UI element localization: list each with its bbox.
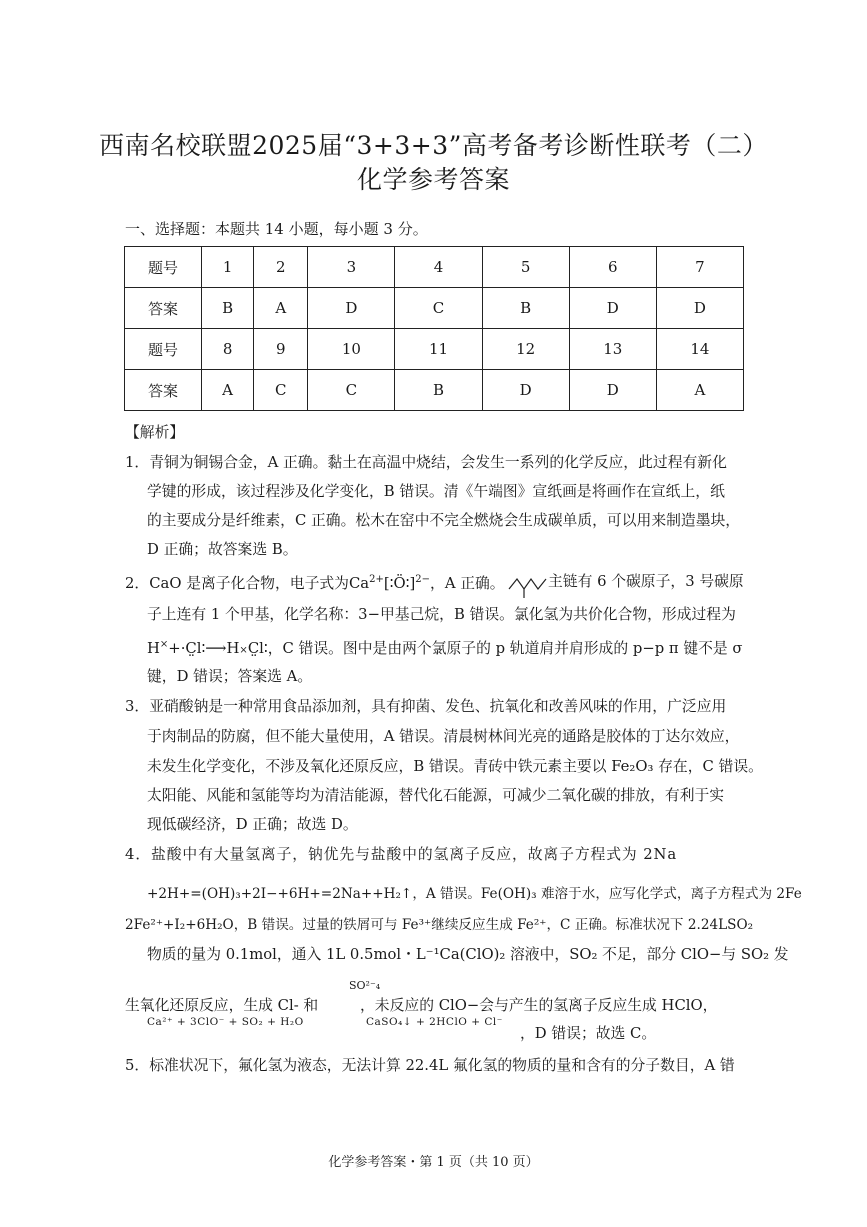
cao-electron-formula: $Ca^{2+}[∶Ö∶]^{2-}$: [348, 574, 431, 592]
q3-line: 现低碳经济，D 正确；故选 D。: [147, 816, 358, 833]
table-cell: 13: [569, 329, 656, 370]
table-cell: B: [202, 288, 254, 329]
table-cell: 答案: [125, 288, 202, 329]
q2-line: [125, 575, 505, 592]
q4-line: 生氧化还原反应，生成 Cl- 和: [125, 997, 319, 1014]
q1-line: 1．青铜为铜锡合金，A 正确。黏土在高温中烧结，会发生一系列的化学反应，此过程有新化: [125, 454, 727, 471]
q1-line: D 正确；故答案选 B。: [147, 541, 298, 558]
table-row: [125, 329, 744, 370]
table-cell: D: [482, 370, 569, 411]
q4-line: 4．盐酸中有大量氢离子，钠优先与盐酸中的氢离子反应，故离子方程式为 2Na: [125, 846, 678, 863]
table-row: [125, 288, 744, 329]
table-cell: 10: [308, 329, 395, 370]
hcl-formation-process: H×+·C̤l∶⟶H×C̤l∶: [147, 639, 268, 657]
q3-line: 于肉制品的防腐，但不能大量使用，A 错误。清晨树林间光亮的通路是胶体的丁达尔效应，: [147, 728, 740, 745]
table-cell: 5: [482, 247, 569, 288]
table-row: [125, 370, 744, 411]
q4-line: +2H+=(OH)₃+2I−+6H+=2Na++H₂↑，A 错误。Fe(OH)₃ 难溶于水，应写化学式，离子方程式为 2Fe: [147, 886, 802, 902]
q1-line: 学键的形成，该过程涉及化学变化，B 错误。清《午端图》宣纸画是将画作在宣纸上，纸: [147, 483, 725, 500]
q2-text: ，C 错误。图中是由两个氯原子的 p 轨道肩并肩形成的 p−p π 键不是 σ: [267, 640, 743, 657]
reaction-equation-left: Ca²⁺ + 3ClO⁻ + SO₂ + H₂O: [147, 1016, 304, 1028]
q4-line: 2Fe²⁺+I₂+6H₂O，B 错误。过量的铁屑可与 Fe³⁺继续反应生成 Fe²⁺，C 正确。标准状况下 2.24LSO₂: [125, 917, 754, 933]
q5-line: 5．标准状况下，氟化氢为液态，无法计算 22.4L 氟化氢的物质的量和含有的分子数目，A 错: [125, 1057, 735, 1074]
table-cell: 9: [254, 329, 308, 370]
q3-line: 太阳能、风能和氢能等均为清洁能源，替代化石能源，可减少二氧化碳的排放，有利于实: [147, 787, 725, 804]
table-cell: 题号: [125, 247, 202, 288]
table-cell: 答案: [125, 370, 202, 411]
q2-line: [147, 640, 743, 657]
table-cell: D: [569, 370, 656, 411]
q4-line: 物质的量为 0.1mol，通入 1L 0.5mol・L⁻¹Ca(ClO)₂ 溶液中，SO₂ 不足，部分 ClO−与 SO₂ 发: [147, 946, 789, 963]
table-cell: B: [395, 370, 482, 411]
table-cell: 12: [482, 329, 569, 370]
q2-line: 键，D 错误；答案选 A。: [147, 668, 313, 685]
page-subtitle: 化学参考答案: [356, 165, 510, 194]
table-cell: 11: [395, 329, 482, 370]
answer-table: [124, 246, 744, 411]
q3-line: 3．亚硝酸钠是一种常用食品添加剂，具有抑菌、发色、抗氧化和改善风味的作用，广泛应用: [125, 698, 727, 715]
table-cell: 2: [254, 247, 308, 288]
table-cell: D: [656, 288, 743, 329]
table-cell: 7: [656, 247, 743, 288]
page-title: 西南名校联盟2025届“3+3+3”高考备考诊断性联考（二）: [99, 131, 768, 160]
table-cell: A: [656, 370, 743, 411]
section-heading: 一、选择题：本题共 14 小题，每小题 3 分。: [125, 220, 428, 238]
q2-text: ，A 正确。: [430, 575, 505, 592]
table-cell: 6: [569, 247, 656, 288]
analysis-heading: 【解析】: [125, 424, 185, 441]
table-cell: 3: [308, 247, 395, 288]
table-cell: 1: [202, 247, 254, 288]
q2-line: 子上连有 1 个甲基，化学名称：3−甲基己烷，B 错误。氯化氢为共价化合物，形成过程为: [147, 606, 736, 623]
table-cell: 14: [656, 329, 743, 370]
page-footer: 化学参考答案・第 1 页（共 10 页）: [328, 1155, 539, 1170]
table-cell: 题号: [125, 329, 202, 370]
table-cell: C: [254, 370, 308, 411]
q4-line: ，未反应的 ClO−会与产生的氢离子反应生成 HClO，: [360, 997, 718, 1014]
table-cell: D: [308, 288, 395, 329]
table-cell: 8: [202, 329, 254, 370]
q1-line: 的主要成分是纤维素，C 正确。松木在窑中不完全燃烧会生成碳单质，可以用来制造墨块，: [147, 512, 741, 529]
table-row: [125, 247, 744, 288]
q3-line: 未发生化学变化，不涉及氧化还原反应，B 错误。青砖中铁元素主要以 Fe₂O₃ 存在，C 错误。: [147, 758, 763, 775]
table-cell: 4: [395, 247, 482, 288]
table-cell: D: [569, 288, 656, 329]
table-cell: B: [482, 288, 569, 329]
q4-line: ，D 错误；故选 C。: [520, 1025, 657, 1042]
q2-text: 2．CaO 是离子化合物，电子式为: [125, 575, 349, 592]
table-cell: A: [202, 370, 254, 411]
table-cell: C: [308, 370, 395, 411]
reaction-equation-right: CaSO₄↓ + 2HClO + Cl⁻: [366, 1016, 503, 1028]
sulfate-ion: SO²⁻₄: [349, 979, 381, 992]
q2-text: 主链有 6 个碳原子，3 号碳原: [548, 573, 744, 590]
table-cell: A: [254, 288, 308, 329]
table-cell: C: [395, 288, 482, 329]
methylhexane-skeletal-formula: [508, 567, 548, 599]
